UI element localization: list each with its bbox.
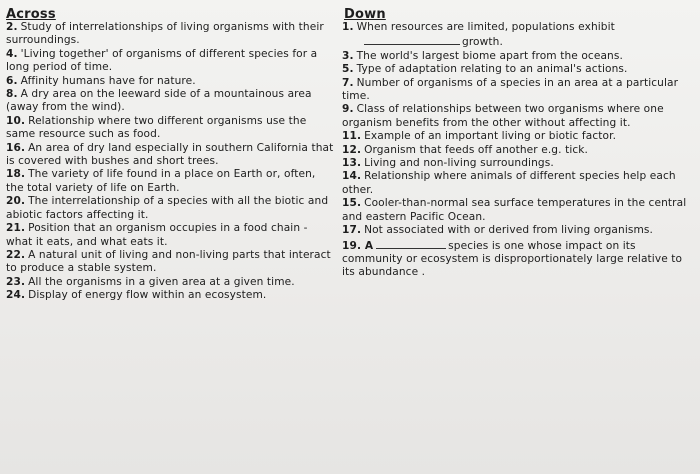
clue-number: 10. <box>6 114 26 127</box>
clue-number: 14. <box>342 170 362 183</box>
across-clue-24 <box>6 289 336 302</box>
clue-text: The world's largest biome apart from the oceans. <box>356 49 623 62</box>
across-clue-6 <box>6 75 336 88</box>
across-clue-18 <box>6 168 336 195</box>
clue-text: Cooler-than-normal sea surface temperatures in the central and eastern Pacific Ocean. <box>342 197 687 223</box>
down-clue-19 <box>342 238 694 280</box>
clue-number: 11. <box>342 130 362 143</box>
clue-number: 22. <box>6 248 26 261</box>
answer-blank <box>364 34 460 45</box>
clue-text: Relationship where animals of different species help each other. <box>342 170 676 196</box>
clue-text: Display of energy flow within an ecosystem. <box>28 289 267 302</box>
clue-number: 9. <box>342 103 354 116</box>
across-clue-8 <box>6 88 336 115</box>
clue-number: 20. <box>6 195 26 208</box>
clue-number: 7. <box>342 76 354 89</box>
across-clue-2 <box>6 21 336 48</box>
clue-number: 8. <box>6 88 18 101</box>
down-column <box>342 8 694 280</box>
clue-number: 19. A <box>342 239 374 252</box>
down-clue-9 <box>342 103 694 130</box>
clue-text: Study of interrelationships of living organisms with their surroundings. <box>6 21 324 47</box>
clue-text: All the organisms in a given area at a given time. <box>28 275 295 288</box>
across-clue-4 <box>6 48 336 75</box>
across-clue-10 <box>6 115 336 142</box>
clue-text: Class of relationships between two organisms where one organism benefits from the other without affecting it. <box>342 103 664 129</box>
down-clue-17 <box>342 224 694 237</box>
clue-text: An area of dry land especially in southern California that is covered with bushes and short trees. <box>6 141 334 168</box>
clue-text: Not associated with or derived from living organisms. <box>364 224 653 237</box>
down-clue-12 <box>342 144 694 157</box>
clue-number: 17. <box>342 224 362 237</box>
across-heading: Across <box>6 7 56 22</box>
clue-number: 21. <box>6 222 26 235</box>
clue-number: 1. <box>342 21 354 33</box>
across-clue-21 <box>6 222 336 249</box>
down-clue-5 <box>342 63 694 76</box>
clue-number: 23. <box>6 275 26 288</box>
clue-text: Type of adaptation relating to an animal's actions. <box>356 63 628 76</box>
down-clue-11 <box>342 130 694 143</box>
clue-text: Organism that feeds off another e.g. tick. <box>364 143 588 156</box>
clue-number: 12. <box>342 143 362 156</box>
clue-number: 18. <box>6 168 26 181</box>
down-clue-13 <box>342 157 694 170</box>
across-clue-20 <box>6 195 336 222</box>
clue-text: The variety of life found in a place on Earth or, often, the total variety of life on Earth. <box>6 168 316 194</box>
clue-number: 2. <box>6 21 18 33</box>
clue-text: The interrelationship of a species with all the biotic and abiotic factors affecting it. <box>6 195 329 221</box>
clue-number: 24. <box>6 289 26 302</box>
clue-text: Position that an organism occupies in a food chain - what it eats, and what eats it. <box>6 222 308 248</box>
down-heading: Down <box>344 7 386 22</box>
clue-number: 6. <box>6 74 18 87</box>
down-clue-7 <box>342 77 694 104</box>
clue-number: 3. <box>342 49 354 62</box>
clue-number: 15. <box>342 197 362 210</box>
down-clue-1 <box>342 21 694 50</box>
clue-text: Living and non-living surroundings. <box>364 157 554 170</box>
across-clue-16 <box>6 142 336 169</box>
clue-text: When resources are limited, populations exhibit <box>356 21 615 33</box>
clue-number: 16. <box>6 141 26 154</box>
across-clue-22 <box>6 249 336 276</box>
clue-text: A dry area on the leeward side of a mountainous area (away from the wind). <box>6 88 312 114</box>
clue-text-tail: growth. <box>462 36 503 49</box>
clue-text: Number of organisms of a species in an area at a particular time. <box>342 76 679 103</box>
clue-text: Relationship where two different organisms use the same resource such as food. <box>6 114 307 141</box>
across-column <box>6 8 336 303</box>
clue-text: A natural unit of living and non-living parts that interact to produce a stable system. <box>6 248 331 275</box>
down-clue-3 <box>342 50 694 63</box>
answer-blank <box>376 238 446 249</box>
across-clue-23 <box>6 276 336 289</box>
clue-text: Example of an important living or biotic factor. <box>364 130 617 143</box>
clue-number: 13. <box>342 157 362 170</box>
clue-text: species is one whose impact on its community or ecosystem is disproportionately large relative to its abundance . <box>342 239 683 279</box>
clue-number: 5. <box>342 63 354 76</box>
down-clue-15 <box>342 197 694 224</box>
clue-text: Affinity humans have for nature. <box>20 74 196 87</box>
clue-number: 4. <box>6 47 18 60</box>
clue-text: 'Living together' of organisms of different species for a long period of time. <box>6 47 318 74</box>
down-clue-14 <box>342 170 694 197</box>
